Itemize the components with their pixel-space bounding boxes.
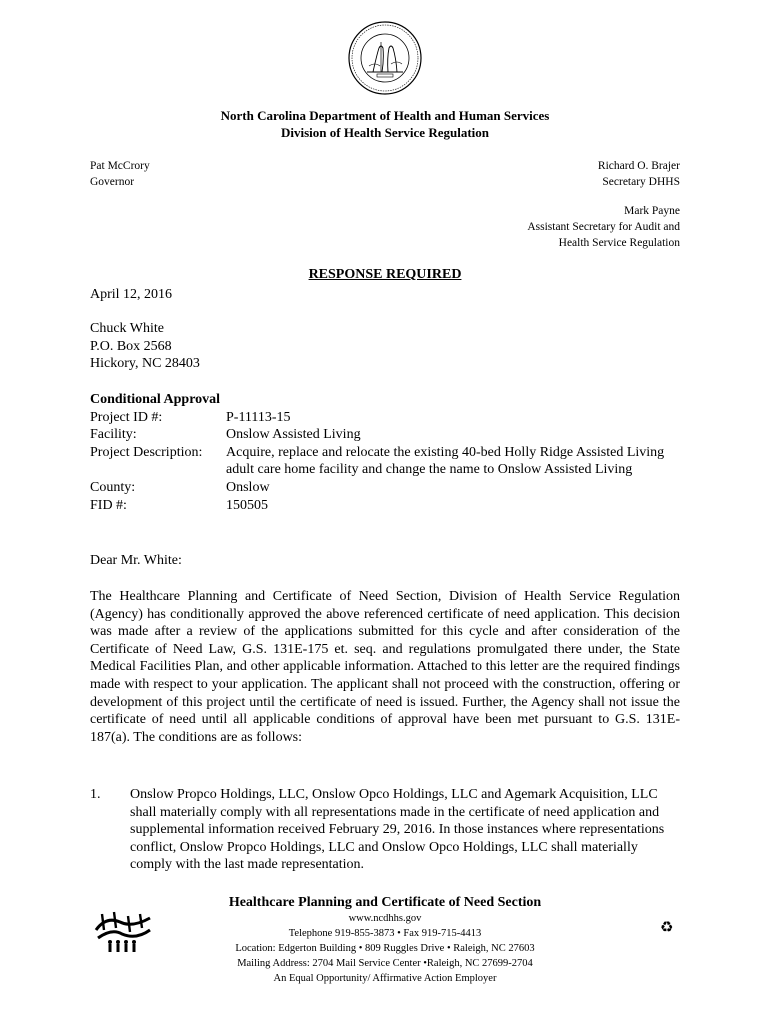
footer-section-name: Healthcare Planning and Certificate of Need Section <box>228 895 542 910</box>
body-paragraph: The Healthcare Planning and Certificate of Need Section, Division of Health Service Regulation (Agency) has conditionally approved the above referenced certificate of need application. This decision was made after a review of the applications submitted for this cycle and after consideration of the Certificate of Need Law, G.S. 131E-175 et. seq. and regulations promulgated there under, the State Medical Facilities Plan, and other applicable information. Attached to this letter are the required findings made with respect to your application. The applicant shall not proceed with the construction, offering or development of this project until the certificate of need is issued. Further, the Agency shall not issue the certificate of need until all applicable conditions of approval have been met pursuant to G.S. 131E-187(a). The conditions are as follows: <box>90 589 680 745</box>
letter-date: April 12, 2016 <box>90 287 173 302</box>
recipient-name: Chuck White <box>90 321 165 336</box>
secretary-title: Secretary DHHS <box>602 176 680 188</box>
assistant-secretary-title-2: Health Service Regulation <box>558 237 680 249</box>
division-name: Division of Health Service Regulation <box>281 125 489 140</box>
county-row <box>90 479 680 497</box>
recipient-line-2: Hickory, NC 28403 <box>90 356 200 372</box>
county-value: Onslow <box>226 479 270 495</box>
condition-number: 1. <box>90 787 101 802</box>
approval-heading: Conditional Approval <box>90 392 221 407</box>
nc-state-seal-icon <box>347 20 423 96</box>
footer-mailing: Mailing Address: 2704 Mail Service Center •Raleigh, NC 27699-2704 <box>237 958 533 969</box>
recycle-icon: ♻ <box>660 918 674 936</box>
project-id-row <box>90 409 680 427</box>
facility-row <box>90 426 680 444</box>
secretary-block <box>598 158 680 190</box>
footer-website: www.ncdhhs.gov <box>348 913 422 924</box>
approval-block <box>90 391 680 514</box>
assistant-secretary-block <box>527 203 680 251</box>
assistant-secretary-name: Mark Payne <box>624 205 680 217</box>
department-name: North Carolina Department of Health and Human Services <box>220 108 550 123</box>
footer-eeo: An Equal Opportunity/ Affirmative Action Employer <box>273 973 497 984</box>
salutation: Dear Mr. White: <box>90 553 182 568</box>
fid-value: 150505 <box>226 497 268 513</box>
project-id-label: Project ID #: <box>90 409 163 425</box>
description-row <box>90 444 680 479</box>
facility-value: Onslow Assisted Living <box>226 427 361 443</box>
response-required-heading: RESPONSE REQUIRED <box>308 267 462 282</box>
county-label: County: <box>90 479 136 495</box>
description-value: Acquire, replace and relocate the existing 40-bed Holly Ridge Assisted Living adult care home facility and change the name to Onslow Assisted Living <box>226 444 665 478</box>
recipient-address <box>90 320 200 373</box>
condition-text: Onslow Propco Holdings, LLC, Onslow Opco Holdings, LLC and Agemark Acquisition, LLC shall materially comply with all representations made in the certificate of need application and supplemental information received February 29, 2016. In those instances where representations conflict, Onslow Propco Holdings, LLC and Onslow Opco Holdings, LLC shall materially comply with the last made representation. <box>130 787 665 873</box>
footer-phone: Telephone 919-855-3873 • Fax 919-715-4413 <box>288 928 482 939</box>
description-label: Project Description: <box>90 444 203 460</box>
recipient-line-1: P.O. Box 2568 <box>90 338 172 354</box>
footer-location: Location: Edgerton Building • 809 Ruggles Drive • Raleigh, NC 27603 <box>235 943 535 954</box>
dhhs-logo-icon <box>92 908 154 954</box>
governor-name: Pat McCrory <box>90 160 150 172</box>
governor-block <box>90 158 150 190</box>
assistant-secretary-title-1: Assistant Secretary for Audit and <box>527 221 680 233</box>
secretary-name: Richard O. Brajer <box>597 160 680 172</box>
fid-label: FID #: <box>90 497 127 513</box>
governor-title: Governor <box>90 176 135 188</box>
project-id-value: P-11113-15 <box>226 409 291 425</box>
facility-label: Facility: <box>90 427 137 443</box>
fid-row <box>90 497 680 515</box>
